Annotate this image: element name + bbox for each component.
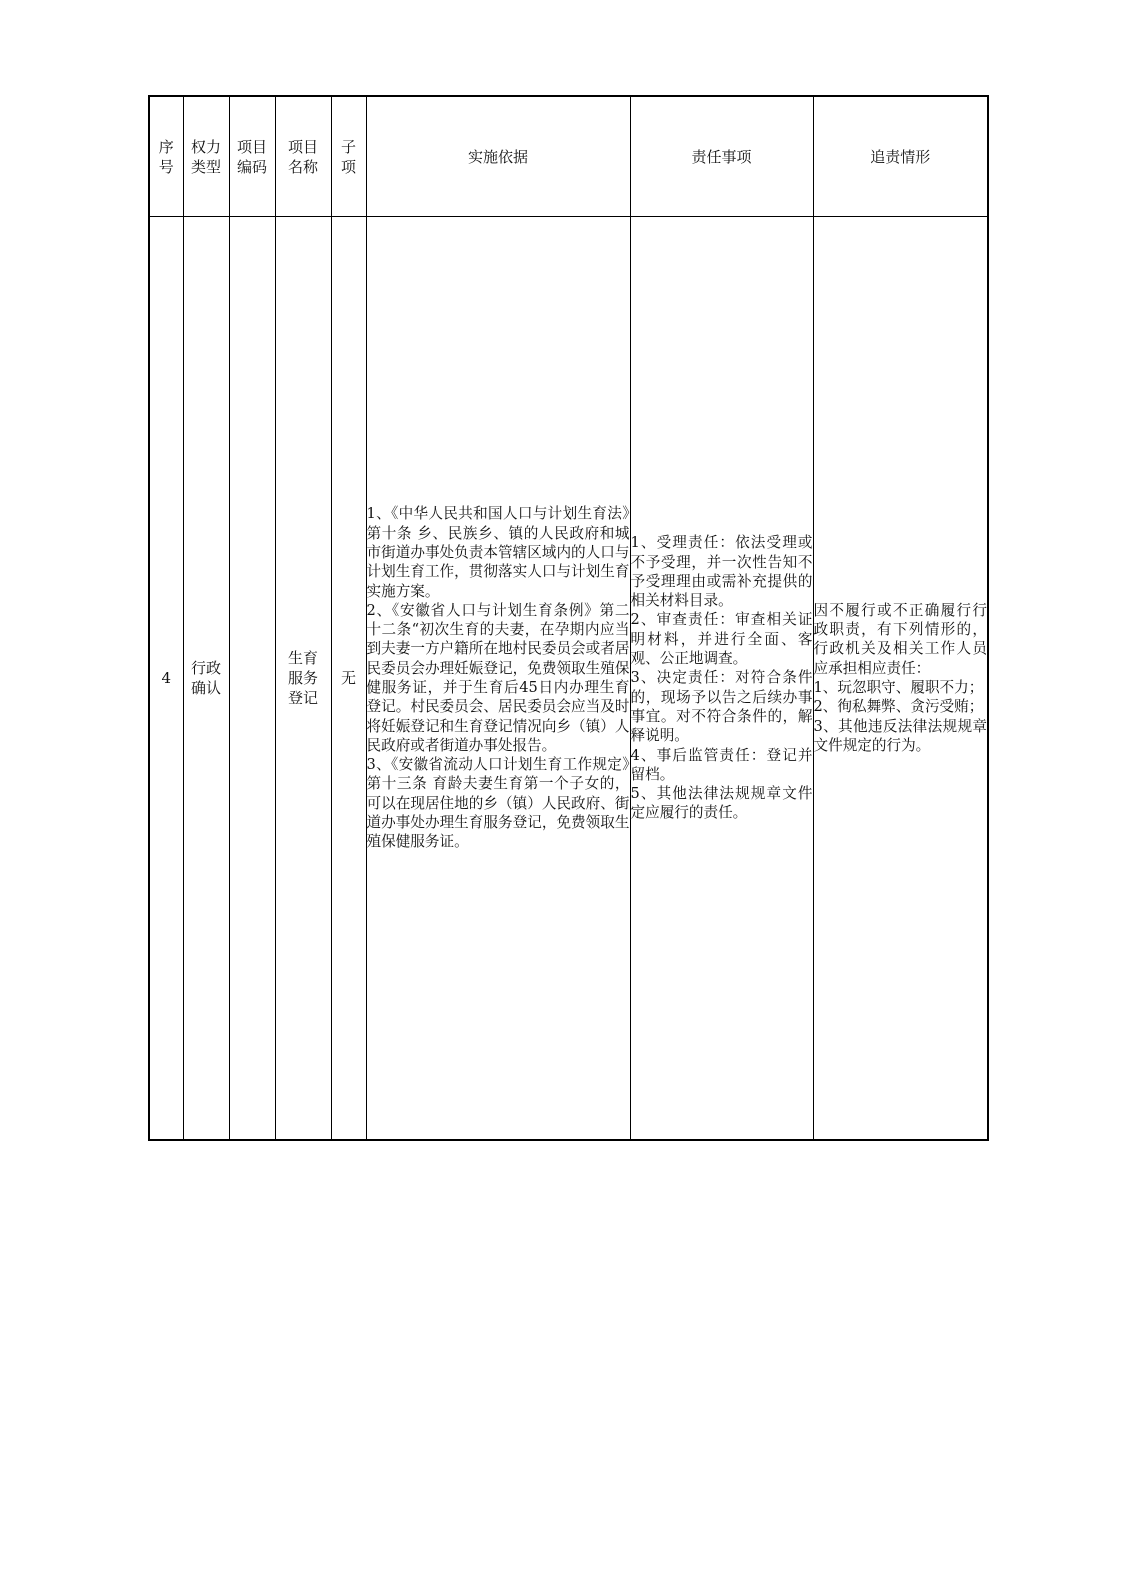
header-power-type: 权力类型 [183, 96, 229, 217]
header-basis: 实施依据 [366, 96, 630, 217]
header-seq: 序号 [149, 96, 183, 217]
basis-paragraph: 2、《安徽省人口与计划生育条例》第二十二条“初次生育的夫妻，在孕期内应当到夫妻一方户籍所在地村民委员会或者居民委员会办理妊娠登记，免费领取生殖保健服务证，并于生育后45日内办理生育登记。村民委员会、居民委员会应当及时将妊娠登记和生育登记情况向乡（镇）人民政府或者街道办事处报告。 [366, 601, 630, 754]
responsibility-item: 2、审查责任：审查相关证明材料，并进行全面、客观、公正地调查。 [630, 611, 813, 668]
basis-paragraph: 1、《中华人民共和国人口与计划生育法》第十条 乡、民族乡、镇的人民政府和城市街道办事处负责本管辖区域内的人口与计划生育工作，贯彻落实人口与计划生育实施方案。 [366, 505, 630, 600]
basis-paragraph: 3、《安徽省流动人口计划生育工作规定》第十三条 育龄夫妻生育第一个子女的，可以在现居住地的乡（镇）人民政府、街道办事处办理生育服务登记，免费领取生殖保健服务证。 [366, 756, 630, 851]
responsibility-item: 5、其他法律法规规章文件定应履行的责任。 [630, 785, 813, 822]
responsibility-item: 4、事后监管责任：登记并留档。 [630, 746, 813, 783]
responsibility-item: 1、受理责任：依法受理或不予受理，并一次性告知不予受理理由或需补充提供的相关材料目录。 [630, 534, 813, 610]
cell-item-code [229, 217, 275, 1141]
header-item-name: 项目名称 [275, 96, 331, 217]
header-item-code: 项目编码 [229, 96, 275, 217]
cell-basis [366, 217, 630, 1141]
responsibility-item: 3、决定责任：对符合条件的，现场予以告之后续办事事宜。对不符合条件的，解释说明。 [630, 669, 813, 745]
responsibility-table [148, 95, 989, 1141]
accountability-intro: 因不履行或不正确履行行政职责，有下列情形的，行政机关及相关工作人员应承担相应责任： [813, 601, 987, 677]
cell-accountability [813, 217, 988, 1141]
cell-item-name: 生育服务登记 [275, 217, 331, 1141]
header-responsibility: 责任事项 [630, 96, 813, 217]
cell-responsibility [630, 217, 813, 1141]
cell-power-type: 行政确认 [183, 217, 229, 1141]
accountability-item: 3、其他违反法律法规规章文件规定的行为。 [813, 717, 987, 754]
table-row [149, 217, 988, 1141]
header-accountability: 追责情形 [813, 96, 988, 217]
cell-sub-item: 无 [331, 217, 366, 1141]
accountability-item: 2、徇私舞弊、贪污受贿； [813, 698, 984, 716]
header-sub-item: 子项 [331, 96, 366, 217]
cell-seq: 4 [149, 217, 183, 1141]
accountability-item: 1、玩忽职守、履职不力； [813, 679, 984, 696]
table-header-row [149, 96, 988, 217]
